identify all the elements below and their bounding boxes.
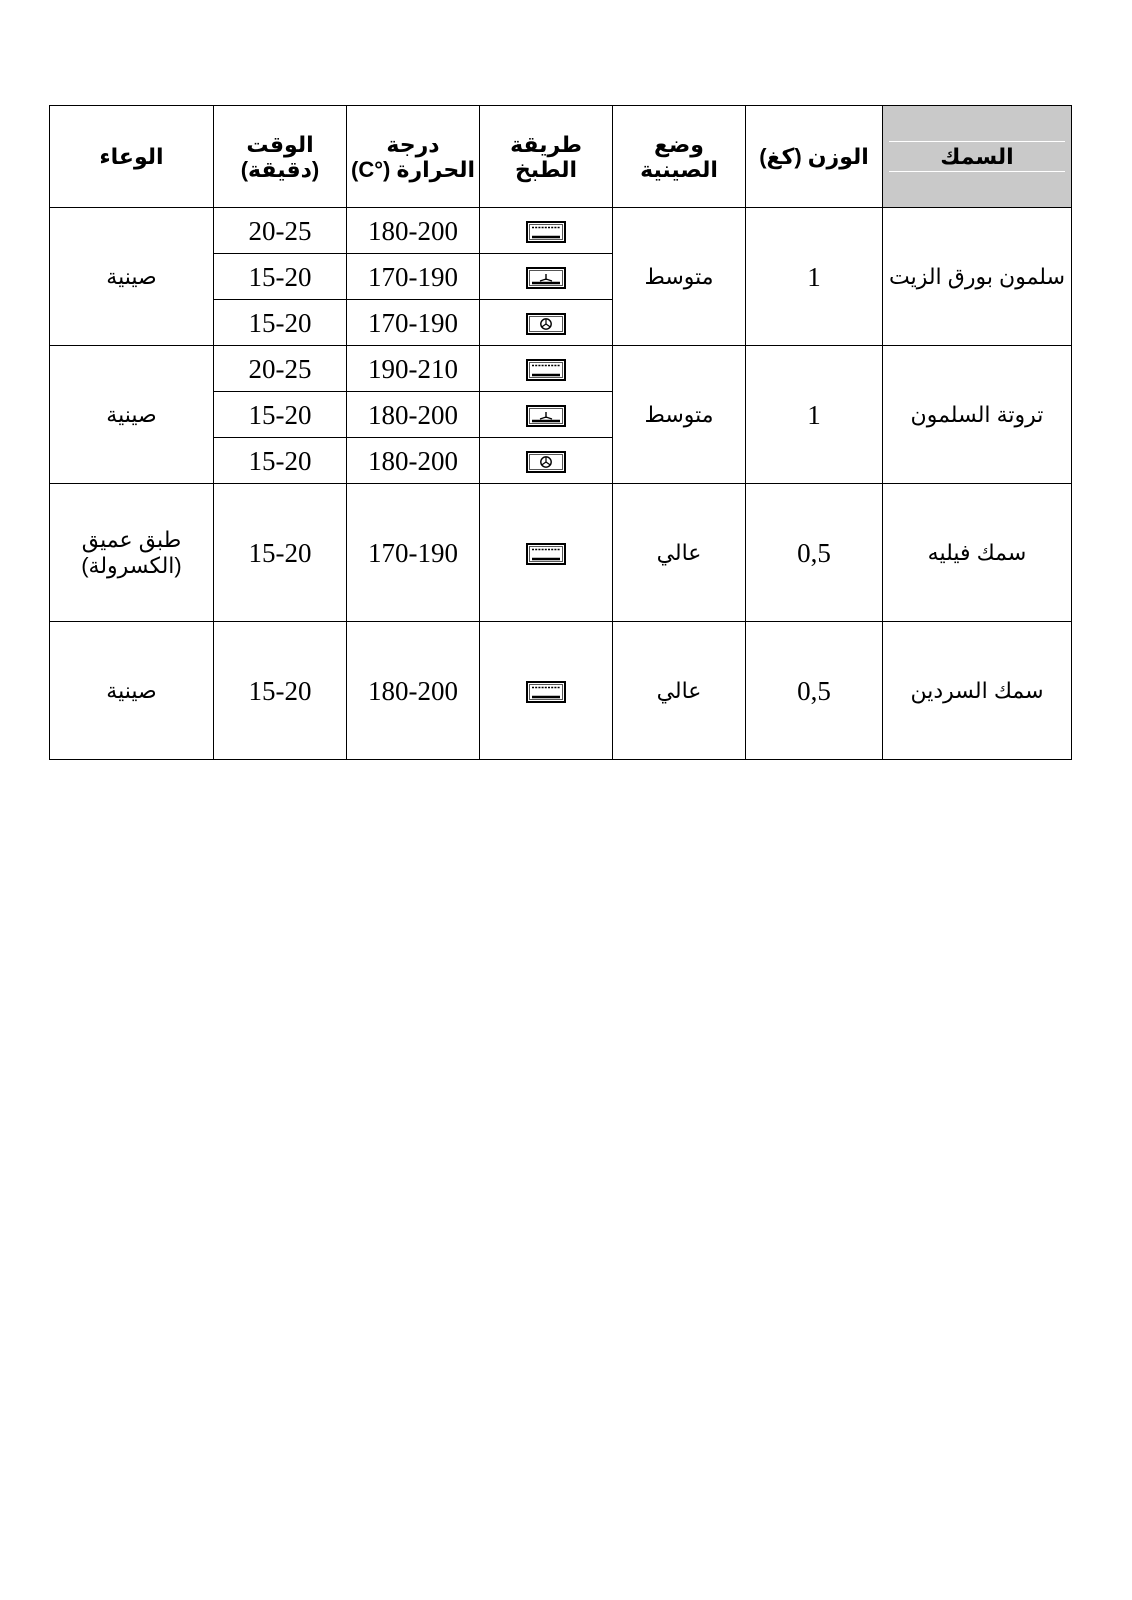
weight-value: 1: [746, 346, 883, 484]
table-row: [50, 622, 1072, 760]
method-cell: [480, 438, 613, 484]
time-value: 15-20: [214, 254, 347, 300]
time-value: 15-20: [214, 438, 347, 484]
top-bottom-heat-icon: [526, 543, 566, 565]
header-tray: وضع الصينية: [613, 106, 746, 208]
header-fish: السمك: [883, 106, 1072, 208]
time-value: 20-25: [214, 346, 347, 392]
weight-value: 1: [746, 208, 883, 346]
vessel-name: صينية: [50, 208, 214, 346]
top-bottom-heat-icon: [526, 221, 566, 243]
fish-name: تروتة السلمون: [883, 346, 1072, 484]
weight-value: 0,5: [746, 484, 883, 622]
time-value: 15-20: [214, 300, 347, 346]
method-cell: [480, 346, 613, 392]
fish-group: [50, 346, 1072, 484]
temp-value: 180-200: [347, 392, 480, 438]
time-value: 15-20: [214, 622, 347, 760]
temp-value: 190-210: [347, 346, 480, 392]
time-value: 20-25: [214, 208, 347, 254]
top-bottom-heat-icon: [526, 681, 566, 703]
method-cell: [480, 300, 613, 346]
temp-value: 170-190: [347, 484, 480, 622]
header-weight: الوزن (كغ): [746, 106, 883, 208]
temp-value: 170-190: [347, 254, 480, 300]
tray-position: متوسط: [613, 346, 746, 484]
header-time: الوقت (دقيقة): [214, 106, 347, 208]
vessel-name: صينية: [50, 346, 214, 484]
fish-group: [50, 484, 1072, 622]
method-cell: [480, 254, 613, 300]
vessel-name: طبق عميق (الكسرولة): [50, 484, 214, 622]
table-row: [50, 484, 1072, 622]
temp-value: 170-190: [347, 300, 480, 346]
cooking-table: [49, 105, 1072, 760]
fan-heat-icon: [526, 451, 566, 473]
header-vessel: الوعاء: [50, 106, 214, 208]
temp-value: 180-200: [347, 208, 480, 254]
table-row: [50, 346, 1072, 392]
fish-group: [50, 208, 1072, 346]
method-cell: [480, 392, 613, 438]
tray-position: متوسط: [613, 208, 746, 346]
time-value: 15-20: [214, 484, 347, 622]
fish-name: سلمون بورق الزيت: [883, 208, 1072, 346]
fish-name: سمك فيليه: [883, 484, 1072, 622]
table-row: [50, 208, 1072, 254]
fish-name: سمك السردين: [883, 622, 1072, 760]
header-method: طريقة الطبخ: [480, 106, 613, 208]
method-cell: [480, 484, 613, 622]
vessel-name: صينية: [50, 622, 214, 760]
time-value: 15-20: [214, 392, 347, 438]
method-cell: [480, 622, 613, 760]
temp-value: 180-200: [347, 622, 480, 760]
fan-heat-icon: [526, 313, 566, 335]
fan-bottom-heat-icon: [526, 267, 566, 289]
weight-value: 0,5: [746, 622, 883, 760]
fish-group: [50, 622, 1072, 760]
fan-bottom-heat-icon: [526, 405, 566, 427]
header-temp: درجة الحرارة (°C): [347, 106, 480, 208]
tray-position: عالي: [613, 622, 746, 760]
tray-position: عالي: [613, 484, 746, 622]
temp-value: 180-200: [347, 438, 480, 484]
top-bottom-heat-icon: [526, 359, 566, 381]
method-cell: [480, 208, 613, 254]
header-row: [50, 106, 1072, 208]
